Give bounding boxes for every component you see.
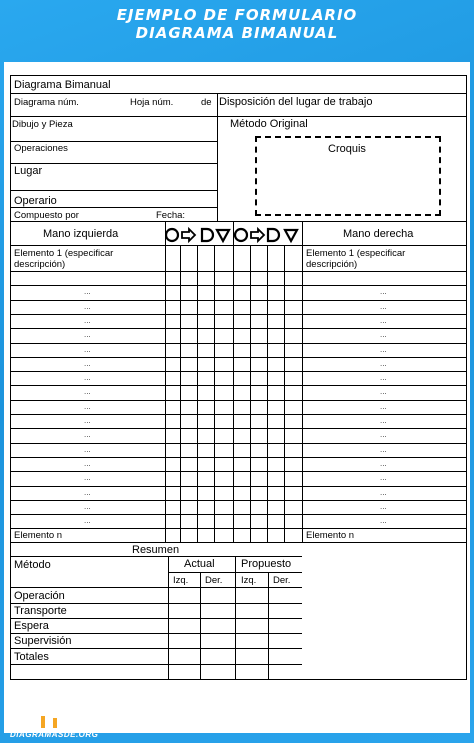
actual-right-abbr: Der. — [205, 575, 223, 586]
ellipsis-left: ... — [84, 459, 91, 468]
ellipsis-right: ... — [380, 502, 387, 511]
ellipsis-left: ... — [84, 387, 91, 396]
rule — [10, 528, 467, 529]
method-label: Método — [14, 559, 51, 571]
diagram-num-label: Diagrama núm. — [14, 97, 79, 108]
site-name: DIAGRAMASDE.ORG — [10, 730, 99, 739]
ellipsis-left: ... — [84, 488, 91, 497]
summary-row-totals: Totales — [14, 651, 49, 663]
rule — [10, 514, 467, 515]
ellipsis-right: ... — [380, 445, 387, 454]
rule — [10, 542, 467, 543]
rule — [10, 343, 467, 344]
operations-label: Operaciones — [14, 143, 68, 154]
rule — [10, 328, 467, 329]
actual-left-abbr: Izq. — [173, 575, 189, 586]
sketch-box — [255, 136, 441, 216]
title-line-2: DIAGRAMA BIMANUAL — [135, 24, 339, 42]
rule — [10, 486, 467, 487]
delay-icon — [202, 229, 213, 241]
ellipsis-left: ... — [84, 345, 91, 354]
rule — [10, 116, 467, 117]
ellipsis-right: ... — [380, 416, 387, 425]
drawing-label: Dibujo y Pieza — [12, 119, 73, 130]
rule — [217, 93, 218, 221]
element1-left-line2: descripción) — [14, 259, 66, 270]
rule — [10, 141, 217, 142]
rule — [10, 245, 467, 246]
element-n-left: Elemento n — [14, 530, 63, 541]
summary-title: Resumen — [132, 544, 180, 556]
storage-icon — [217, 230, 229, 241]
proposed-left-abbr: Izq. — [241, 575, 257, 586]
ellipsis-right: ... — [380, 430, 387, 439]
rule — [10, 163, 217, 164]
ellipsis-left: ... — [84, 330, 91, 339]
symbol-headers — [165, 225, 303, 245]
ellipsis-right: ... — [380, 387, 387, 396]
ellipsis-left: ... — [84, 287, 91, 296]
summary-row-wait: Espera — [14, 620, 49, 632]
rule — [10, 385, 467, 386]
sheet-num-label: Hoja núm. — [130, 97, 174, 108]
operation-icon — [235, 229, 247, 241]
operation-icon — [166, 229, 178, 241]
rule — [10, 190, 217, 191]
rule — [10, 271, 467, 272]
rule — [284, 245, 285, 542]
place-label: Lugar — [14, 165, 43, 177]
ellipsis-right: ... — [380, 488, 387, 497]
rule — [10, 603, 302, 604]
rule — [10, 314, 467, 315]
element1-right-line1: Elemento 1 (especificar — [306, 248, 406, 259]
ellipsis-right: ... — [380, 316, 387, 325]
rule — [10, 587, 302, 588]
ellipsis-right: ... — [380, 516, 387, 525]
operator-label: Operario — [14, 195, 57, 207]
ellipsis-left: ... — [84, 373, 91, 382]
rule — [10, 300, 467, 301]
ellipsis-right: ... — [380, 402, 387, 411]
ellipsis-right: ... — [380, 459, 387, 468]
transport-icon — [182, 229, 195, 241]
rule — [10, 618, 302, 619]
form-title: Diagrama Bimanual — [14, 79, 111, 91]
ellipsis-right: ... — [380, 373, 387, 382]
rule — [10, 285, 467, 286]
ellipsis-left: ... — [84, 402, 91, 411]
ellipsis-right: ... — [380, 302, 387, 311]
rule — [10, 648, 302, 649]
proposed-label: Propuesto — [241, 558, 292, 570]
element1-left-line1: Elemento 1 (especificar — [14, 248, 114, 259]
delay-icon — [268, 229, 279, 241]
ellipsis-right: ... — [380, 473, 387, 482]
ellipsis-left: ... — [84, 359, 91, 368]
ellipsis-right: ... — [380, 287, 387, 296]
rule — [10, 400, 467, 401]
rule — [180, 245, 181, 542]
rule — [10, 500, 467, 501]
rule — [10, 357, 467, 358]
rule — [165, 221, 166, 542]
ellipsis-left: ... — [84, 302, 91, 311]
ellipsis-left: ... — [84, 316, 91, 325]
rule — [10, 428, 467, 429]
rule — [214, 245, 215, 542]
rule — [10, 443, 467, 444]
rule — [10, 221, 467, 222]
rule — [10, 471, 467, 472]
element1-right-line2: descripción) — [306, 259, 358, 270]
rule — [10, 207, 217, 208]
composed-by-label: Compuesto por — [14, 210, 79, 221]
summary-row-transport: Transporte — [14, 605, 67, 617]
title-line-1: EJEMPLO DE FORMULARIO — [116, 6, 358, 24]
proposed-right-abbr: Der. — [273, 575, 291, 586]
rule — [10, 93, 467, 94]
right-hand-header: Mano derecha — [343, 228, 414, 240]
sketch-label: Croquis — [328, 143, 366, 155]
rule — [267, 245, 268, 542]
rule — [10, 414, 467, 415]
summary-row-operation: Operación — [14, 590, 65, 602]
rule — [10, 556, 302, 557]
date-label: Fecha: — [156, 210, 186, 221]
ellipsis-left: ... — [84, 416, 91, 425]
ellipsis-left: ... — [84, 445, 91, 454]
ellipsis-right: ... — [380, 345, 387, 354]
rule — [302, 221, 303, 542]
actual-label: Actual — [184, 558, 215, 570]
workplace-label: Disposición del lugar de trabajo — [219, 96, 373, 108]
element-n-right: Elemento n — [306, 530, 355, 541]
transport-icon — [251, 229, 264, 241]
rule — [10, 664, 302, 665]
rule — [10, 633, 302, 634]
page-title — [0, 6, 474, 42]
rule — [10, 457, 467, 458]
left-hand-header: Mano izquierda — [43, 228, 119, 240]
rule — [197, 245, 198, 542]
summary-row-supervision: Supervisión — [14, 635, 72, 647]
ellipsis-left: ... — [84, 502, 91, 511]
method-original-label: Método Original — [230, 118, 308, 130]
rule — [233, 221, 234, 542]
ellipsis-left: ... — [84, 430, 91, 439]
of-label: de — [201, 97, 212, 108]
ellipsis-left: ... — [84, 473, 91, 482]
ellipsis-right: ... — [380, 359, 387, 368]
rule — [10, 371, 467, 372]
storage-icon — [285, 230, 297, 241]
ellipsis-right: ... — [380, 330, 387, 339]
ellipsis-left: ... — [84, 516, 91, 525]
rule — [250, 245, 251, 542]
